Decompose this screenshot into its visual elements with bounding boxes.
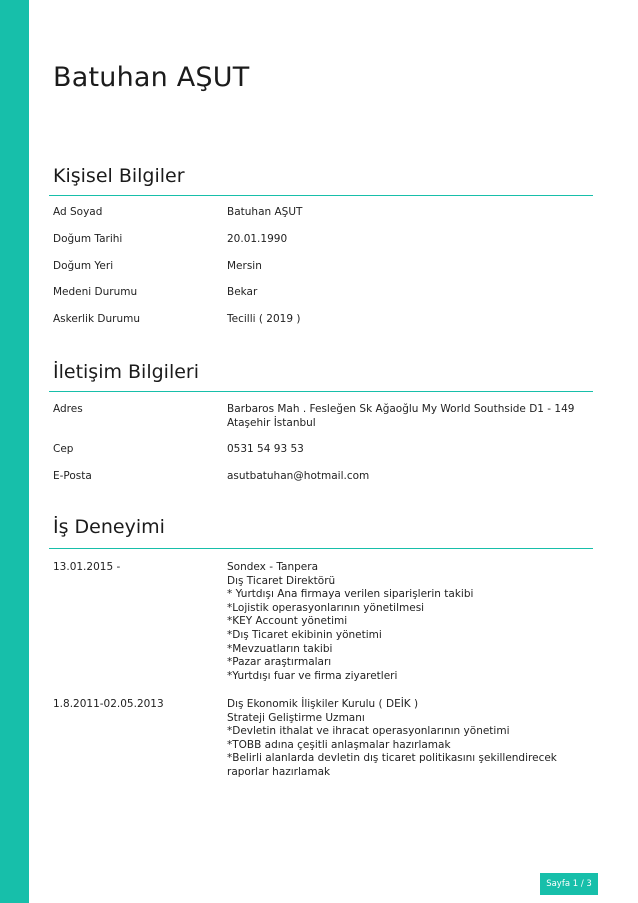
- experience-line: *Dış Ticaret ekibinin yönetimi: [227, 628, 382, 641]
- info-value: Mersin: [227, 260, 262, 272]
- info-value: 20.01.1990: [227, 233, 288, 245]
- experience-line: *Pazar araştırmaları: [227, 656, 332, 669]
- experience-line: *Mevzuatların takibi: [227, 642, 333, 655]
- experience-line: Dış Ekonomik İlişkiler Kurulu ( DEİK ): [227, 698, 419, 710]
- experience-details: [227, 698, 587, 780]
- email-value: asutbatuhan@hotmail.com: [227, 470, 370, 482]
- accent-sidebar: [0, 0, 29, 903]
- experience-line: *Lojistik operasyonlarının yönetilmesi: [227, 601, 425, 614]
- info-label: Ad Soyad: [53, 206, 103, 218]
- section-title-experience: İş Deneyimi: [53, 516, 165, 538]
- info-value: [227, 403, 587, 430]
- experience-line: * Yurtdışı Ana firmaya verilen siparişlerin takibi: [227, 588, 474, 601]
- experience-details: [227, 561, 587, 683]
- experience-line: *TOBB adına çeşitli anlaşmalar hazırlamak: [227, 738, 451, 751]
- experience-line: *Devletin ithalat ve ihracat operasyonlarının yönetimi: [227, 725, 510, 738]
- section-divider: [49, 195, 593, 196]
- info-label: Adres: [53, 403, 83, 415]
- info-label: Cep: [53, 443, 74, 455]
- experience-date: 13.01.2015 -: [53, 561, 121, 573]
- experience-line: raporlar hazırlamak: [227, 765, 331, 778]
- info-value: Batuhan AŞUT: [227, 206, 303, 218]
- experience-line: *Yurtdışı fuar ve firma ziyaretleri: [227, 669, 398, 682]
- section-divider: [49, 548, 593, 549]
- info-value: Bekar: [227, 286, 258, 298]
- experience-date: 1.8.2011-02.05.2013: [53, 698, 164, 710]
- section-title-personal: Kişisel Bilgiler: [53, 165, 185, 187]
- phone-value: 0531 54 93 53: [227, 443, 304, 455]
- experience-line: *Belirli alanlarda devletin dış ticaret politikasını şekillendirecek: [227, 752, 557, 765]
- info-label: Doğum Tarihi: [53, 233, 123, 245]
- address-line: Barbaros Mah . Fesleğen Sk Ağaoğlu My World Southside D1 - 149: [227, 403, 575, 415]
- address-line: Ataşehir İstanbul: [227, 416, 316, 429]
- info-label: E-Posta: [53, 470, 92, 482]
- info-label: Medeni Durumu: [53, 286, 138, 298]
- section-title-contact: İletişim Bilgileri: [53, 361, 200, 383]
- experience-line: *KEY Account yönetimi: [227, 615, 348, 628]
- info-label: Askerlik Durumu: [53, 313, 140, 325]
- person-name: Batuhan AŞUT: [53, 62, 250, 93]
- info-value: Tecilli ( 2019 ): [227, 313, 301, 325]
- info-label: Doğum Yeri: [53, 260, 114, 272]
- experience-line: Sondex - Tanpera: [227, 561, 319, 573]
- experience-line: Dış Ticaret Direktörü: [227, 574, 336, 587]
- page-number-badge: Sayfa 1 / 3: [540, 873, 598, 895]
- section-divider: [49, 391, 593, 392]
- experience-line: Strateji Geliştirme Uzmanı: [227, 711, 365, 724]
